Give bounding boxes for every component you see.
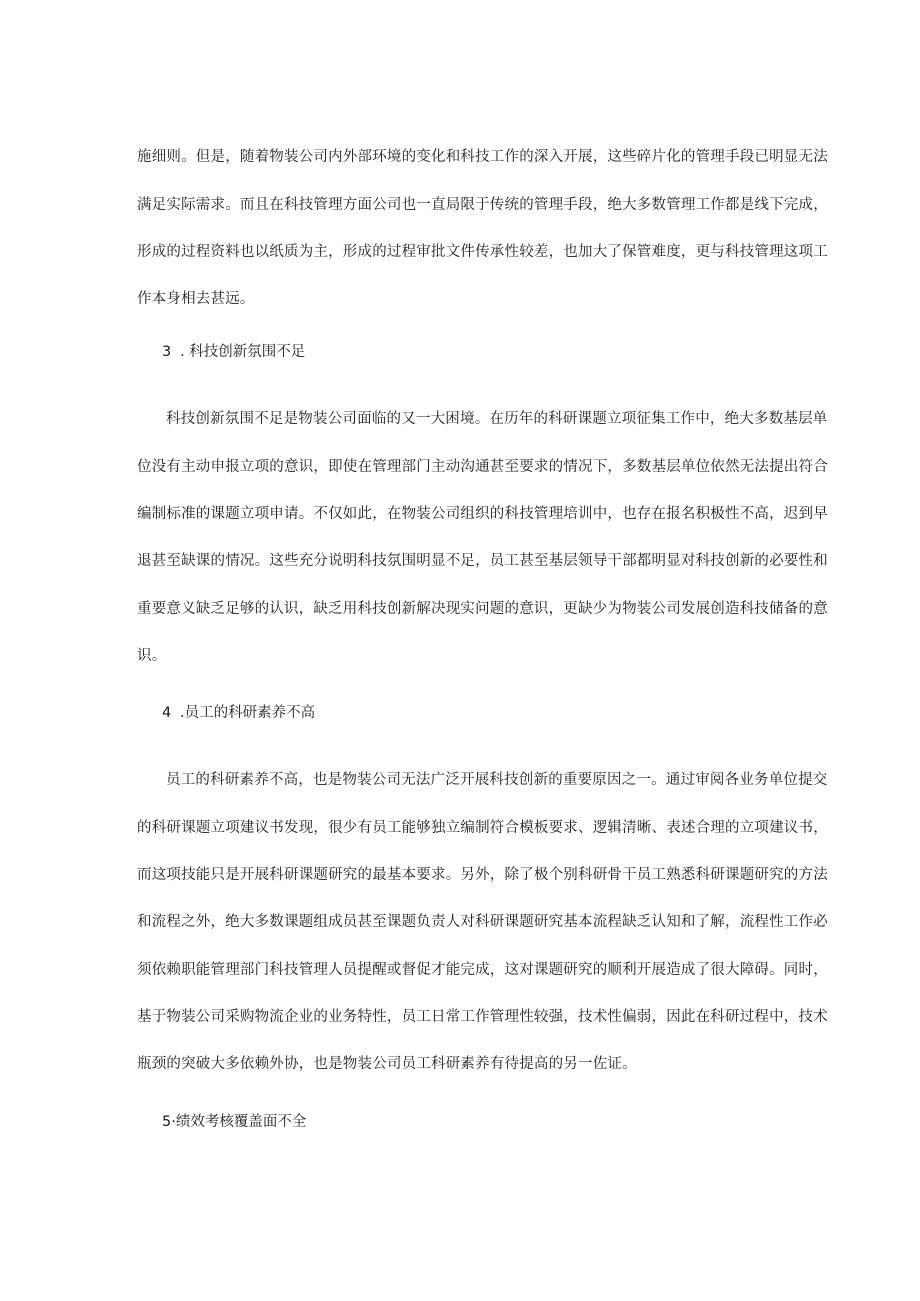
paragraph-line: 重要意义缺乏足够的认识，缺乏用科技创新解决现实问题的意识，更缺少为物装公司发展创造科技储备的意 (137, 601, 828, 617)
paragraph-line: 形成的过程资料也以纸质为主，形成的过程审批文件传承性较差，也加大了保管难度，更与科技管理这项工 (137, 244, 828, 260)
paragraph-line: 位没有主动申报立项的意识，即使在管理部门主动沟通甚至要求的情况下，多数基层单位依然无法提出符合 (137, 459, 828, 475)
paragraph-line: 而这项技能只是开展科研课题研究的最基本要求。另外，除了极个别科研骨干员工熟悉科研课题研究的方法 (137, 867, 828, 883)
paragraph-line: 员工的科研素养不高，也是物装公司无法广泛开展科技创新的重要原因之一。通过审阅各业务单位提交 (166, 772, 828, 788)
section-heading-3 (162, 342, 305, 362)
paragraph-line: 作本身相去甚远。 (137, 291, 255, 307)
section-number: 3 (162, 344, 172, 360)
paragraph-line: 识。 (137, 648, 167, 664)
section-number: 4 (162, 705, 172, 721)
paragraph-line: 施细则。但是，随着物装公司内外部环境的变化和科技工作的深入开展，这些碎片化的管理手段已明显无法 (137, 149, 828, 165)
paragraph-line: 须依赖职能管理部门科技管理人员提醒或督促才能完成，这对课题研究的顺利开展造成了很大障碍。同时， (137, 962, 828, 978)
paragraph-line: 基于物装公司采购物流企业的业务特性，员工日常工作管理性较强，技术性偏弱，因此在科研过程中，技术 (137, 1009, 828, 1025)
section-heading-5 (162, 1112, 306, 1132)
paragraph-line: 的科研课题立项建议书发现，很少有员工能够独立编制符合模板要求、逻辑清晰、表述合理的立项建议书， (137, 820, 828, 836)
paragraph-line: 退甚至缺课的情况。这些充分说明科技氛围明显不足，员工甚至基层领导干部都明显对科技创新的必要性和 (137, 553, 828, 569)
paragraph-line: 科技创新氛围不足是物装公司面临的又一大困境。在历年的科研课题立项征集工作中，绝大多数基层单 (166, 411, 828, 427)
section-title: 5·绩效考核覆盖面不全 (162, 1114, 307, 1130)
section-heading-4 (162, 703, 315, 723)
paragraph-line: 和流程之外，绝大多数课题组成员甚至课题负责人对科研课题研究基本流程缺乏认知和了解，流程性工作必 (137, 914, 828, 930)
section-title: . 科技创新氛围不足 (180, 344, 306, 360)
section-title: .员工的科研素养不高 (180, 705, 316, 721)
paragraph-line: 满足实际需求。而且在科技管理方面公司也一直局限于传统的管理手段，绝大多数管理工作都是线下完成， (137, 197, 828, 213)
paragraph-line: 编制标准的课题立项申请。不仅如此，在物装公司组织的科技管理培训中，也存在报名积极性不高，迟到早 (137, 506, 828, 522)
paragraph-line: 瓶颈的突破大多依赖外协，也是物装公司员工科研素养有待提高的另一佐证。 (137, 1056, 637, 1072)
